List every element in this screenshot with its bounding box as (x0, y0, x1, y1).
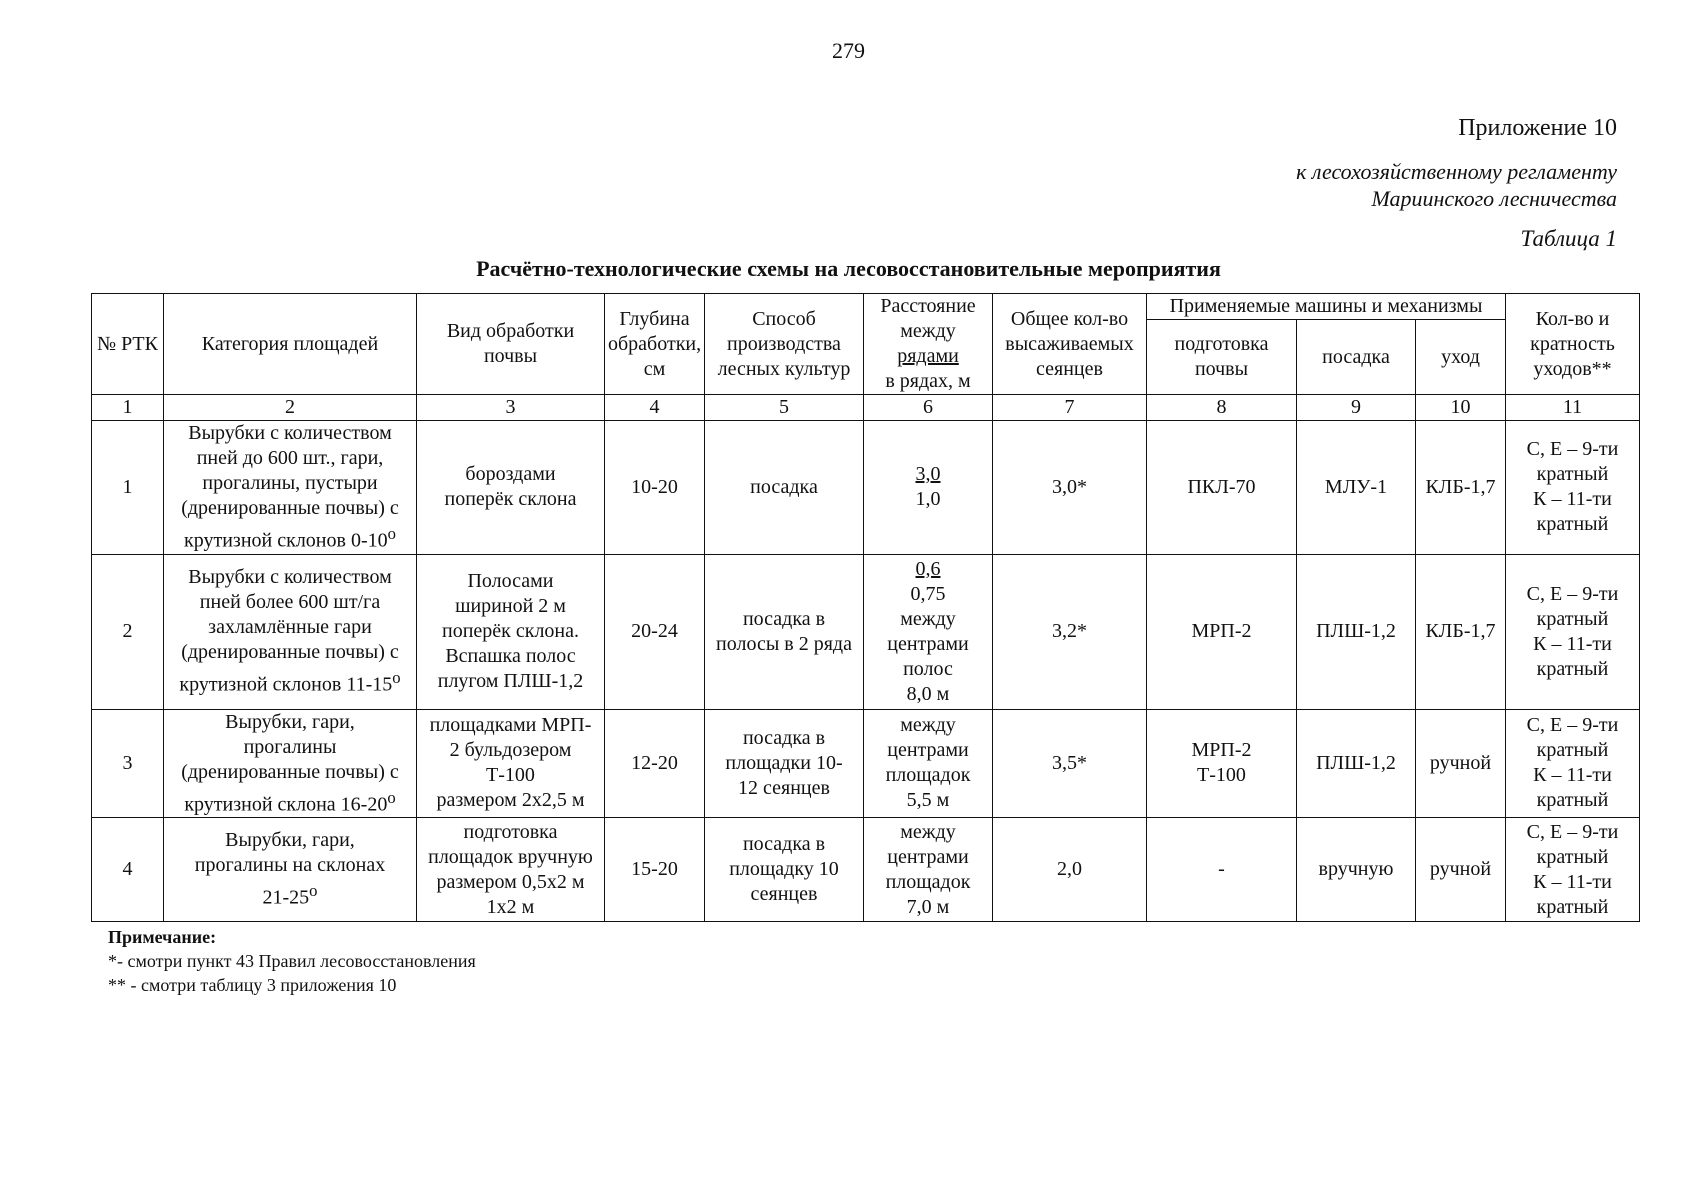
cell-depth: 12-20 (605, 709, 705, 818)
cell-category (164, 421, 417, 555)
text-line: посадка в (742, 607, 826, 630)
text-line: 1х2 м (486, 895, 535, 918)
text-line: ПКЛ-70 (1187, 475, 1256, 498)
text-line: 0,6 (915, 557, 941, 580)
header-method: Способ производства лесных культур (705, 294, 864, 395)
header-machine-care: уход (1416, 320, 1506, 395)
text-line: площадок вручную (428, 845, 593, 868)
text-line: между (900, 607, 956, 630)
text-line: плугом ПЛШ-1,2 (437, 670, 584, 693)
column-number: 1 (92, 395, 164, 421)
appendix-subtitle (1296, 158, 1617, 212)
text-line: центрами (887, 632, 969, 655)
text-line: - (1218, 858, 1225, 881)
text-line: Полосами (467, 570, 554, 593)
cell-machine-care: ручной (1416, 818, 1506, 922)
column-number: 11 (1506, 395, 1640, 421)
cell-depth: 20-24 (605, 554, 705, 709)
text-line: кратный (1536, 607, 1609, 630)
cell-method (705, 709, 864, 818)
text-line: кратный (1536, 789, 1609, 812)
cell-total: 2,0 (993, 818, 1147, 922)
rtk-table (91, 293, 1640, 922)
text-line: полос (903, 657, 953, 680)
text-line: С, Е – 9-ти (1526, 714, 1619, 737)
cell-care-count (1506, 709, 1640, 818)
text-line: центрами (887, 739, 969, 762)
text-line: (дренированные почвы) с (181, 760, 399, 783)
text-line: Вырубки, гари, (225, 829, 355, 852)
column-number: 3 (417, 395, 605, 421)
text-line: бороздами (465, 463, 556, 486)
table-row (92, 709, 1640, 818)
note-line: *- смотри пункт 43 Правил лесовосстановления (108, 951, 476, 971)
header-care-count: Кол-во и кратность уходов** (1506, 294, 1640, 395)
text-line: поперёк склона (444, 488, 577, 511)
cell-rtk: 3 (92, 709, 164, 818)
text-line: между (900, 714, 956, 737)
cell-rtk: 4 (92, 818, 164, 922)
text-line: Вырубки, гари, (225, 710, 355, 733)
header-depth: Глубина обработки, см (605, 294, 705, 395)
cell-method (705, 421, 864, 555)
text-line: К – 11-ти (1533, 764, 1612, 787)
cell-distance (864, 818, 993, 922)
text-line: кратный (1536, 739, 1609, 762)
text-line: посадка (750, 475, 818, 498)
header-machines: Применяемые машины и механизмы (1147, 294, 1506, 320)
cell-machine-care: КЛБ-1,7 (1416, 421, 1506, 555)
cell-rtk: 1 (92, 421, 164, 555)
cell-total: 3,0* (993, 421, 1147, 555)
text-run: крутизной склонов 11-15 (179, 673, 393, 696)
text-line: К – 11-ти (1533, 488, 1612, 511)
column-number: 6 (864, 395, 993, 421)
cell-method (705, 818, 864, 922)
cell-depth: 15-20 (605, 818, 705, 922)
cell-total: 3,2* (993, 554, 1147, 709)
text-line: прогалины, пустыри (202, 472, 378, 494)
text-line: полосы в 2 ряда (716, 632, 852, 655)
text-line: С, Е – 9-ти (1526, 820, 1619, 843)
cell-distance (864, 421, 993, 555)
cell-machine-prep (1147, 818, 1297, 922)
text-line: пней более 600 шт/га (199, 591, 381, 614)
text-line: кратный (1536, 845, 1609, 868)
text-line: 7,0 м (906, 895, 950, 918)
column-number: 4 (605, 395, 705, 421)
cell-total: 3,5* (993, 709, 1147, 818)
degree-sign: о (387, 524, 396, 543)
cell-distance (864, 709, 993, 818)
cell-machine-planting: ПЛШ-1,2 (1297, 709, 1416, 818)
header-category: Категория площадей (164, 294, 417, 395)
text-line: Вырубки с количеством (188, 566, 392, 589)
text-line: МРП-2 (1191, 620, 1252, 643)
text-line: площадок (885, 764, 971, 787)
text-run: крутизной склонов 0-10 (184, 529, 388, 552)
cell-machine-prep (1147, 554, 1297, 709)
cell-treatment (417, 709, 605, 818)
header-distance-rows: рядами (897, 345, 959, 367)
notes-title: Примечание: (108, 927, 217, 947)
table-label: Таблица 1 (1520, 226, 1617, 251)
text-line: площадку 10 (729, 858, 839, 881)
text-line: С, Е – 9-ти (1526, 438, 1619, 461)
text-line: Вспашка полос (445, 645, 576, 668)
text-line: захламлённые гари (208, 616, 372, 639)
text-line: кратный (1536, 657, 1609, 680)
text-line: посадка в (742, 726, 826, 749)
header-total: Общее кол-во высаживаемых сеянцев (993, 294, 1147, 395)
header-treatment: Вид обработки почвы (417, 294, 605, 395)
cell-treatment (417, 421, 605, 555)
cell-care-count (1506, 554, 1640, 709)
text-line: 2 бульдозером (449, 739, 572, 762)
cell-distance (864, 554, 993, 709)
text-line: Т-100 (486, 764, 535, 787)
cell-machine-prep (1147, 709, 1297, 818)
subtitle-line: Мариинского лесничества (1371, 186, 1617, 211)
text-line: 8,0 м (906, 682, 950, 705)
cell-machine-prep (1147, 421, 1297, 555)
text-line: поперёк склона. (441, 620, 580, 643)
text-line: шириной 2 м (455, 595, 566, 618)
cell-machine-planting: вручную (1297, 818, 1416, 922)
cell-depth: 10-20 (605, 421, 705, 555)
column-number: 10 (1416, 395, 1506, 421)
document-title: Расчётно-технологические схемы на лесовосстановительные мероприятия (476, 256, 1221, 281)
cell-machine-planting: ПЛШ-1,2 (1297, 554, 1416, 709)
text-run: 21-25 (262, 887, 310, 910)
text-line: К – 11-ти (1533, 870, 1612, 893)
text-line: прогалины на склонах (194, 854, 386, 877)
text-line: МРП-2 (1191, 739, 1252, 762)
header-row (92, 294, 1640, 320)
text-line: посадка в (742, 833, 826, 856)
text-line: пней до 600 шт., гари, (196, 447, 384, 469)
column-number-row (92, 395, 1640, 421)
text-line: размером 0,5х2 м (436, 870, 585, 893)
header-rtk: № РТК (92, 294, 164, 395)
table-row (92, 554, 1640, 709)
text-line: Т-100 (1197, 764, 1246, 787)
header-distance-inrows: в рядах, м (885, 370, 971, 392)
column-number: 8 (1147, 395, 1297, 421)
cell-method (705, 554, 864, 709)
degree-sign: о (392, 668, 401, 688)
cell-machine-care: КЛБ-1,7 (1416, 554, 1506, 709)
text-line: кратный (1536, 895, 1609, 918)
text-line (167, 878, 413, 911)
degree-sign: о (309, 881, 318, 901)
text-line: размером 2х2,5 м (436, 789, 585, 812)
text-line: площадки 10- (725, 751, 843, 774)
text-line: К – 11-ти (1533, 632, 1612, 655)
text-line: сеянцев (750, 883, 818, 906)
column-number: 7 (993, 395, 1147, 421)
cell-category (164, 554, 417, 709)
subtitle-line: к лесохозяйственному регламенту (1296, 159, 1617, 184)
text-line: 12 сеянцев (738, 776, 830, 799)
header-distance-line: Расстояние между (880, 295, 976, 342)
text-line (167, 521, 413, 554)
text-line: С, Е – 9-ти (1526, 582, 1619, 605)
column-number: 2 (164, 395, 417, 421)
text-line: 3,0 (915, 463, 941, 486)
text-line (167, 665, 413, 698)
cell-treatment (417, 818, 605, 922)
notes-section (108, 925, 476, 997)
text-line: 1,0 (915, 488, 941, 511)
text-line: (дренированные почвы) с (181, 497, 399, 519)
text-line: 5,5 м (906, 789, 950, 812)
text-line (167, 785, 413, 818)
text-line: подготовка (463, 820, 558, 843)
cell-rtk: 2 (92, 554, 164, 709)
text-line: кратный (1536, 513, 1609, 536)
column-number: 9 (1297, 395, 1416, 421)
degree-sign: о (387, 787, 396, 807)
header-machine-planting: посадка (1297, 320, 1416, 395)
cell-machine-planting: МЛУ-1 (1297, 421, 1416, 555)
text-run: крутизной склона 16-20 (184, 793, 388, 816)
table-row (92, 818, 1640, 922)
text-line: кратный (1536, 463, 1609, 486)
cell-treatment (417, 554, 605, 709)
text-line: между (900, 820, 956, 843)
text-line: площадками МРП- (429, 714, 592, 737)
cell-category (164, 709, 417, 818)
text-line: 0,75 (910, 582, 946, 605)
cell-category (164, 818, 417, 922)
text-line: Вырубки с количеством (188, 422, 392, 444)
cell-care-count (1506, 421, 1640, 555)
column-number: 5 (705, 395, 864, 421)
header-distance (864, 294, 993, 395)
appendix-label: Приложение 10 (1458, 115, 1617, 141)
text-line: центрами (887, 845, 969, 868)
cell-care-count (1506, 818, 1640, 922)
cell-machine-care: ручной (1416, 709, 1506, 818)
header-machine-prep: подготовка почвы (1147, 320, 1297, 395)
text-line: (дренированные почвы) с (181, 641, 399, 664)
text-line: прогалины (243, 735, 337, 758)
page-number: 279 (832, 38, 865, 63)
text-line: площадок (885, 870, 971, 893)
table-row (92, 421, 1640, 555)
note-line: ** - смотри таблицу 3 приложения 10 (108, 975, 397, 995)
